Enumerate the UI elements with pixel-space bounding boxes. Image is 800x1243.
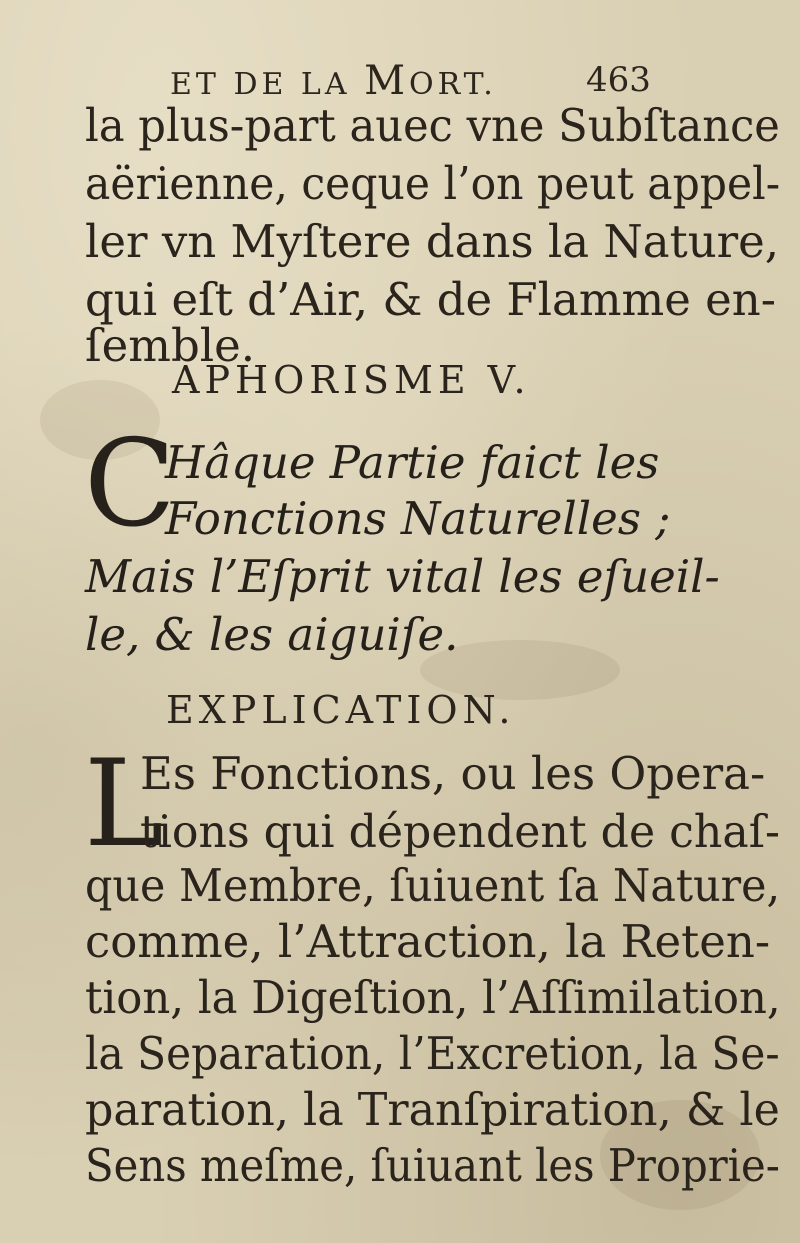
text-line: la Separation, l’Excretion, la Se- bbox=[85, 1027, 780, 1080]
explication-heading: EXPLICATION. bbox=[166, 688, 516, 732]
text-line: Sens meſme, ſuiuant les Proprie- bbox=[85, 1139, 780, 1192]
text-line: comme, l’Attraction, la Reten- bbox=[85, 915, 771, 968]
aphorism-drop-cap: C bbox=[84, 415, 176, 554]
running-head-lead: ET DE LA bbox=[170, 67, 365, 102]
aphorism-line: le, & les aiguiſe. bbox=[85, 608, 459, 661]
text-line: Es Fonctions, ou les Opera- bbox=[140, 747, 766, 800]
aphorism-line: Hâque Partie faict les bbox=[165, 436, 660, 489]
text-line: qui eſt d’Air, & de Flamme en- bbox=[85, 273, 776, 326]
text-line: ſemble. bbox=[85, 319, 256, 372]
text-line: paration, la Tranſpiration, & le bbox=[85, 1083, 780, 1136]
running-head-rest: ORT. bbox=[409, 67, 497, 102]
text-line: tion, la Digeſtion, l’Aſſimilation, bbox=[85, 971, 781, 1024]
text-line: ler vn Myſtere dans la Nature, bbox=[85, 215, 780, 268]
text-line: que Membre, ſuiuent ſa Nature, bbox=[85, 859, 781, 912]
explication-drop-cap: L bbox=[84, 735, 164, 874]
aphorism-line: Mais l’Eſprit vital les eſueil- bbox=[85, 550, 720, 603]
aphorism-heading: APHORISME V. bbox=[172, 358, 531, 402]
aphorism-line: Fonctions Naturelles ; bbox=[165, 492, 671, 545]
text-line: aërienne, ceque l’on peut appel- bbox=[85, 157, 781, 210]
text-line: la plus-part auec vne Subſtance bbox=[85, 99, 780, 152]
text-line: tions qui dépendent de chaſ- bbox=[140, 805, 780, 858]
page-number: 463 bbox=[586, 60, 651, 100]
running-head-initial: M bbox=[364, 58, 410, 104]
